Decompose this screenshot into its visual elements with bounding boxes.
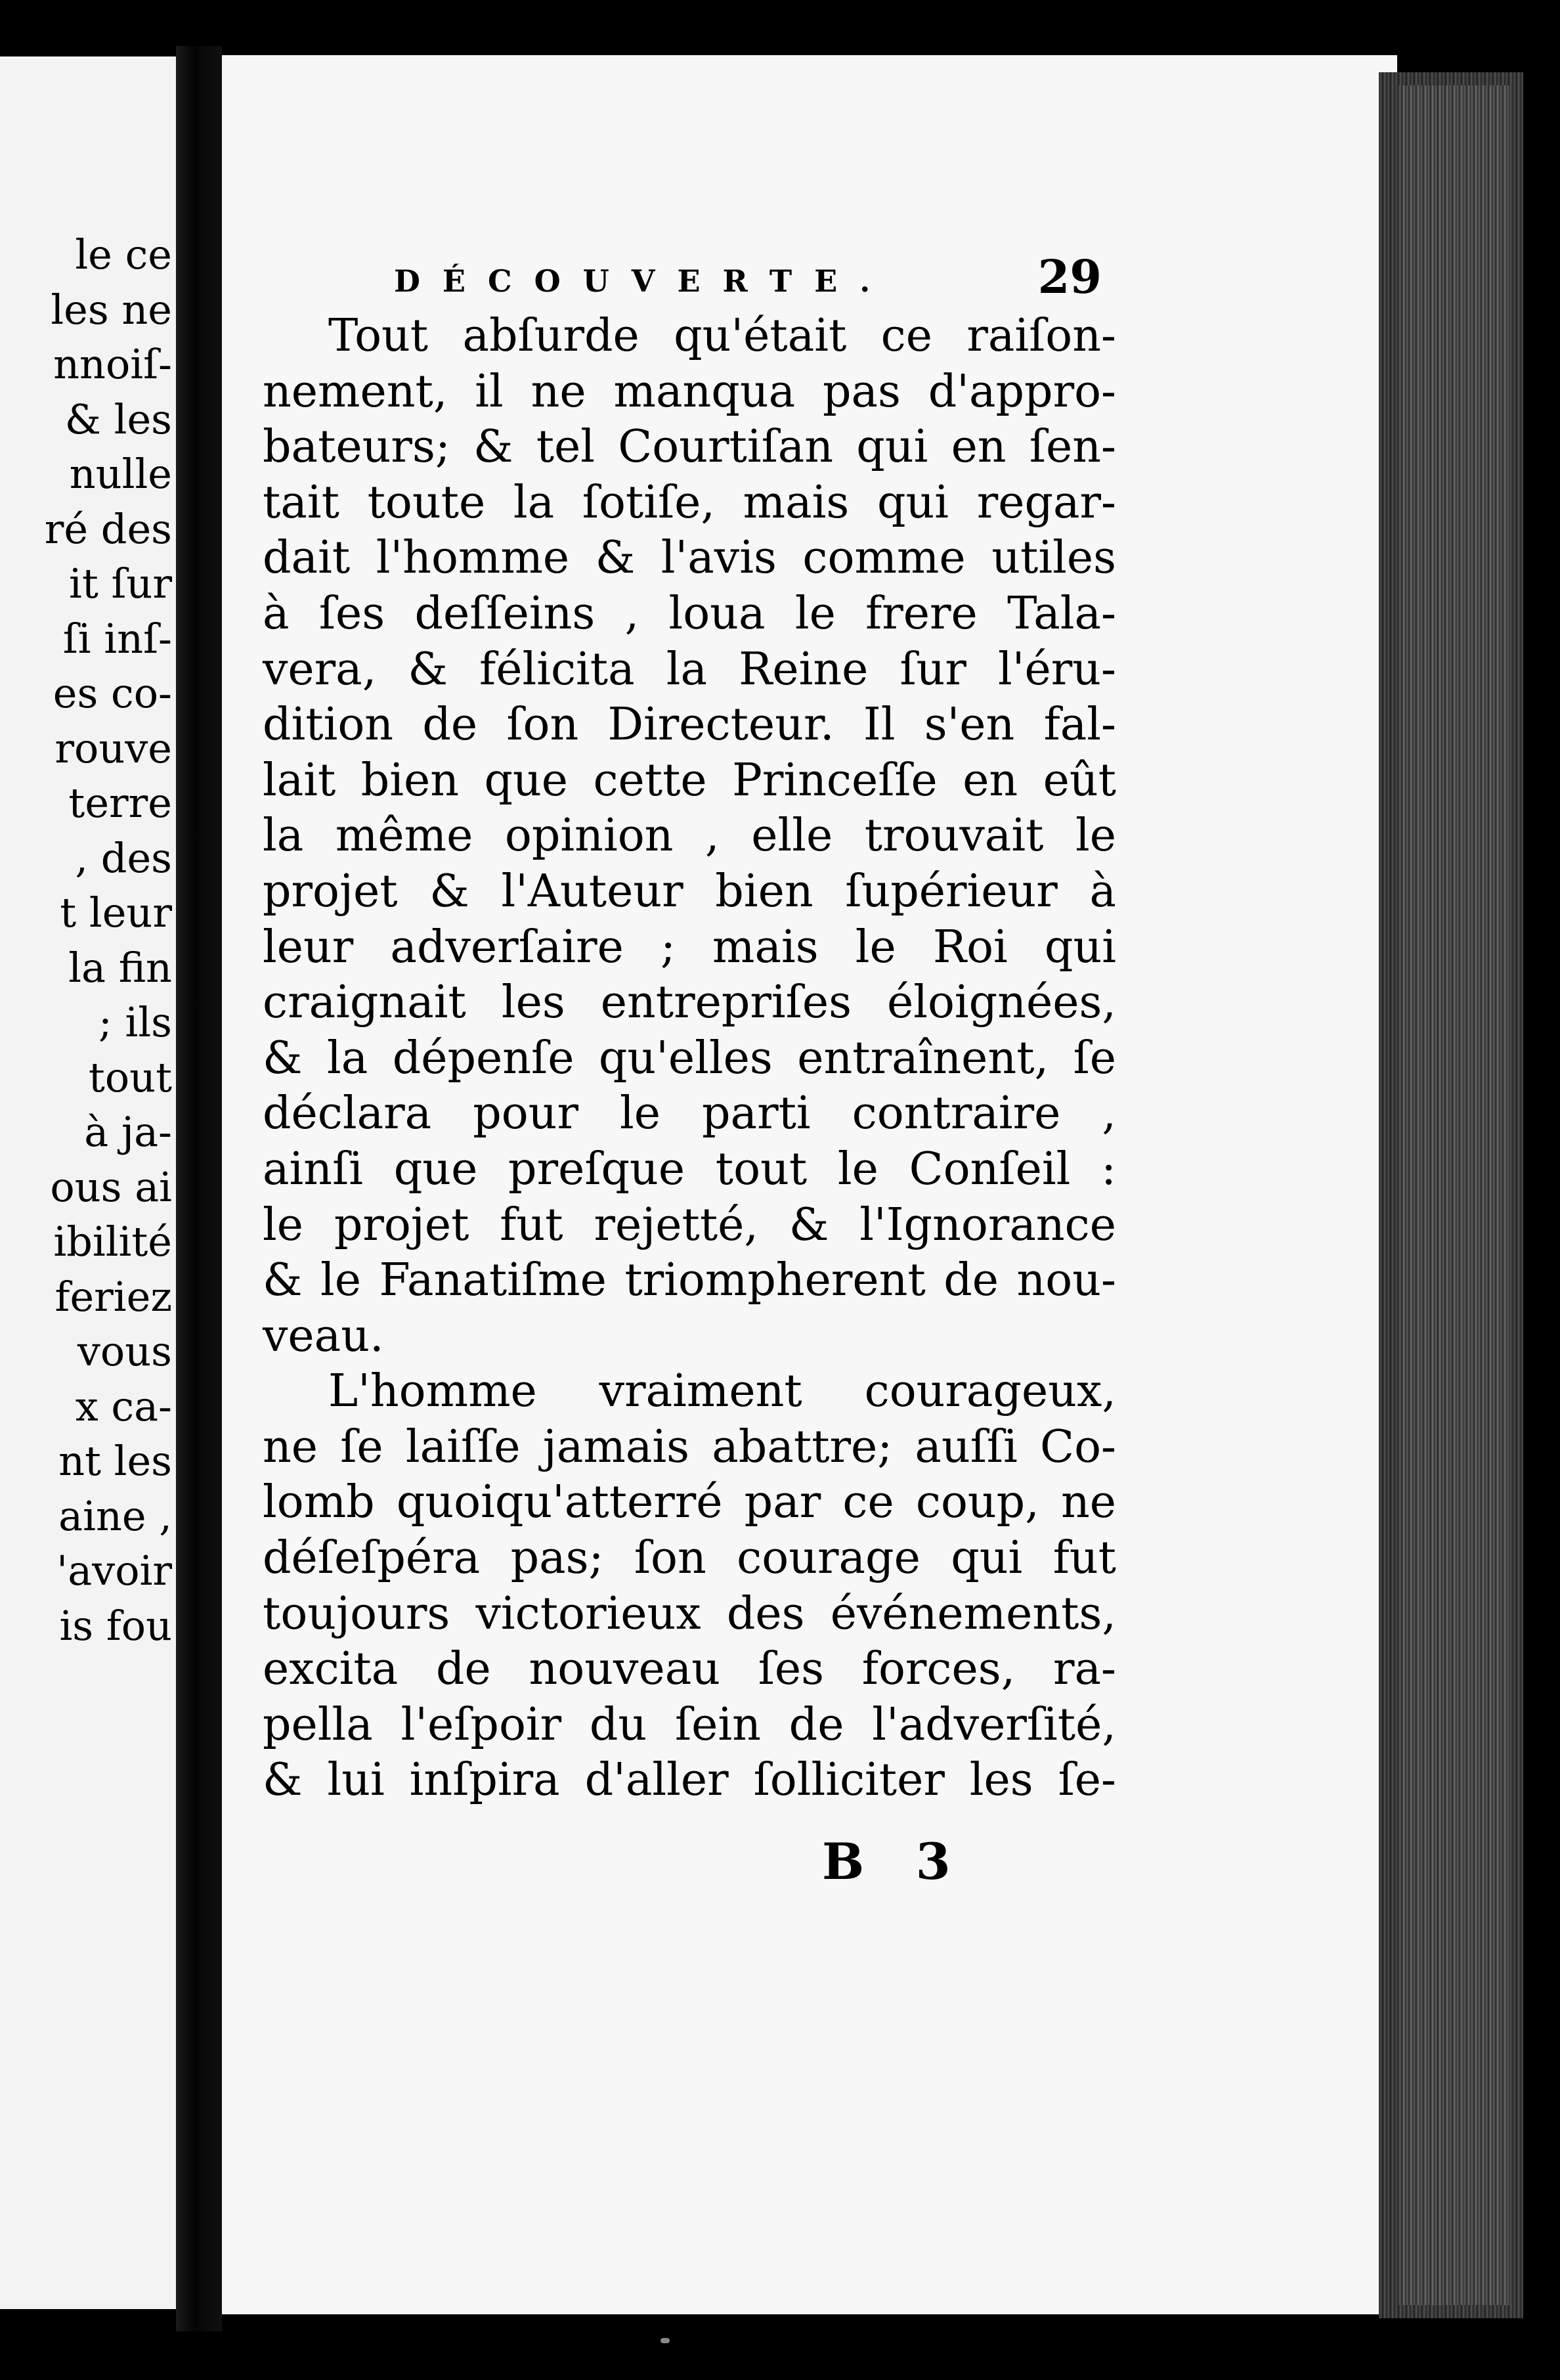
text-line: à ſes deſſeins , loua le frere Tala- <box>263 587 1116 640</box>
page-edges <box>1379 72 1523 2318</box>
left-line: rouve <box>54 724 172 772</box>
left-line: nnoiſ- <box>53 340 172 388</box>
text-line: projet & l'Auteur bien ſupérieur à <box>263 865 1116 917</box>
text-line: vera, & félicita la Reine ſur l'éru- <box>263 643 1116 695</box>
text-line: toujours victorieux des événements, <box>263 1587 1116 1640</box>
left-line: la fin <box>68 943 172 992</box>
text-line: veau. <box>263 1310 384 1362</box>
left-line: 'avoir <box>56 1547 172 1595</box>
body-text <box>263 309 1116 1809</box>
left-line: & les <box>64 395 172 443</box>
text-line: L'homme vraiment courageux, <box>328 1365 1116 1418</box>
left-line: à ja- <box>84 1108 172 1156</box>
running-title: DÉCOUVERTE. <box>394 263 893 299</box>
text-line: déclara pour le parti contraire , <box>263 1088 1116 1140</box>
left-line: ré des <box>44 504 172 553</box>
text-line: déſeſpéra pas; ſon courage qui fut <box>263 1532 1116 1585</box>
book-gutter <box>176 46 222 2331</box>
left-line: t leur <box>60 889 172 937</box>
text-line: & le Fanatiſme triompherent de nou- <box>263 1254 1116 1307</box>
left-line: nt les <box>58 1437 172 1485</box>
scan-speck <box>661 2338 670 2343</box>
page-number: 29 <box>1037 250 1102 304</box>
left-line: ; ils <box>98 998 172 1046</box>
left-line: , des <box>75 833 172 882</box>
running-head <box>394 250 1116 307</box>
text-line: Tout abſurde qu'était ce raiſon- <box>328 310 1116 362</box>
text-line: excita de nouveau ſes forces, ra- <box>263 1643 1116 1696</box>
left-line: x ca- <box>75 1382 172 1430</box>
left-line: aine , <box>58 1491 172 1540</box>
left-page-text <box>0 227 172 1653</box>
text-line: & lui inſpira d'aller ſolliciter les ſe- <box>263 1754 1116 1807</box>
left-line: nulle <box>69 450 172 498</box>
left-line: is fou <box>59 1601 172 1650</box>
left-line: it ſur <box>69 560 172 607</box>
text-line: dait l'homme & l'avis comme utiles <box>263 532 1116 584</box>
page-edges-inner <box>1398 85 1510 2305</box>
text-line: ne ſe laiſſe jamais abattre; auſſi Co- <box>263 1421 1116 1473</box>
text-line: bateurs; & tel Courtiſan qui en ſen- <box>263 421 1116 474</box>
text-line: le projet fut rejetté, & l'Ignorance <box>263 1199 1116 1251</box>
left-line: terre <box>68 779 172 827</box>
left-line: le ce <box>75 231 172 278</box>
text-line: lomb quoiqu'atterré par ce coup, ne <box>263 1476 1116 1529</box>
signature-mark: B 3 <box>822 1832 968 1891</box>
left-line: ſi inſ- <box>62 614 172 663</box>
text-line: nement, il ne manqua pas d'appro- <box>263 365 1116 418</box>
left-line: ous ai <box>50 1162 172 1211</box>
text-line: tait toute la ſotiſe, mais qui regar- <box>263 476 1116 529</box>
text-line: craignait les entrepriſes éloignées, <box>263 977 1116 1029</box>
text-line: ainſi que preſque tout le Conſeil : <box>263 1143 1116 1195</box>
text-line: la même opinion , elle trouvait le <box>263 810 1116 862</box>
left-line: vous <box>77 1327 172 1375</box>
left-page-fragment <box>0 56 177 2309</box>
text-line: & la dépenſe qu'elles entraînent, ſe <box>263 1032 1116 1084</box>
text-line: leur adverſaire ; mais le Roi qui <box>263 921 1116 973</box>
left-line: tout <box>88 1053 172 1101</box>
left-line: es co- <box>53 669 172 717</box>
text-line: pella l'eſpoir du ſein de l'adverſité, <box>263 1698 1116 1751</box>
text-line: dition de ſon Directeur. Il s'en fal- <box>263 699 1116 751</box>
text-line: lait bien que cette Princeſſe en eût <box>263 754 1116 806</box>
left-line: feriez <box>54 1272 172 1321</box>
left-line: ibilité <box>53 1218 172 1266</box>
left-line: les ne <box>51 285 172 334</box>
